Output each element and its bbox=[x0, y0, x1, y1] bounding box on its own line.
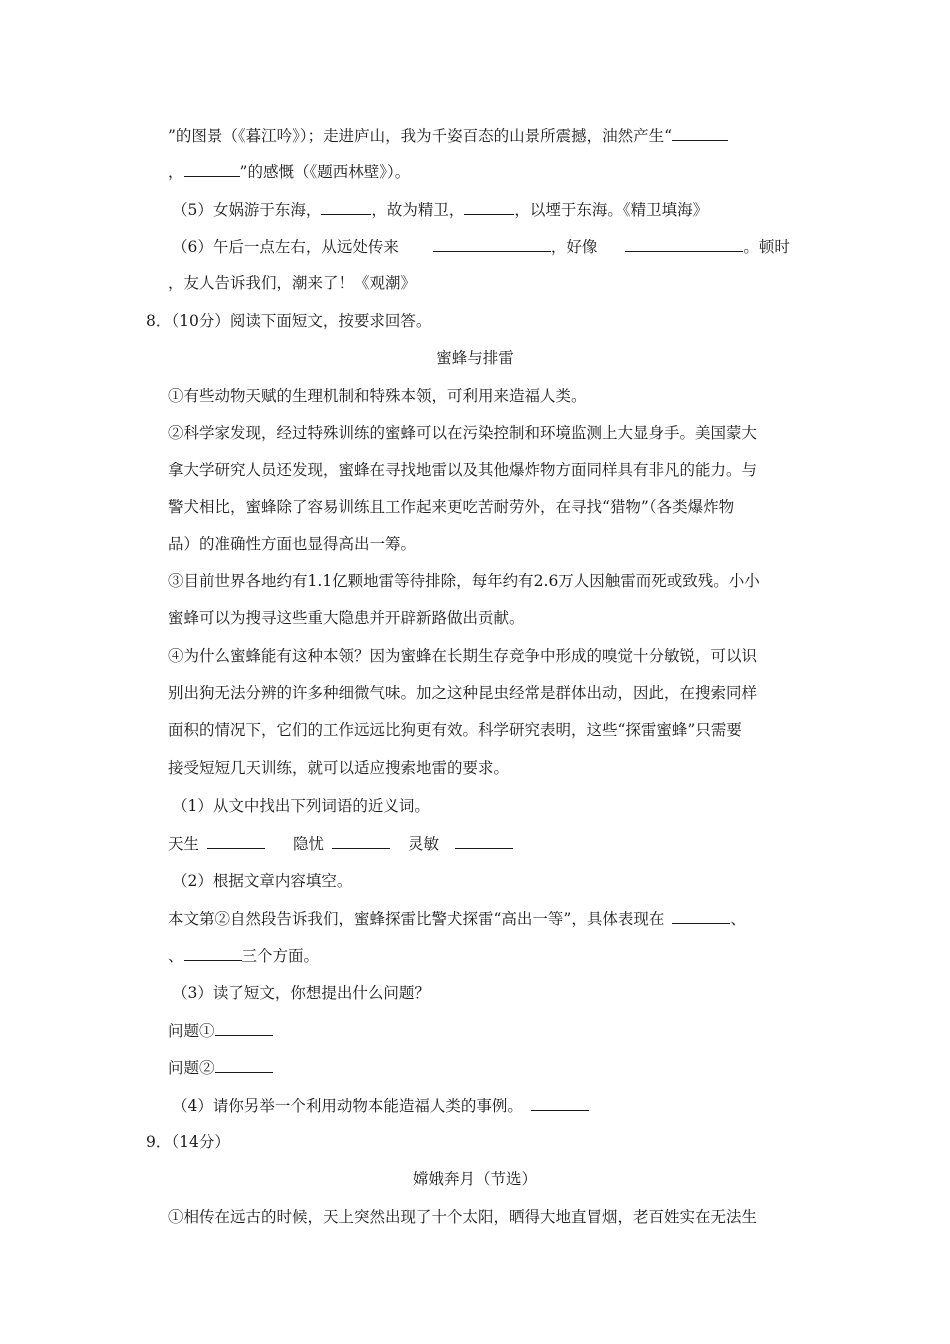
text: ”的感慨（《题西林壁》）。 bbox=[239, 163, 411, 181]
paragraph-2-line: 警犬相比，蜜蜂除了容易训练且工作起来更吃苦耐劳外，在寻找“猎物”（各类爆炸物 bbox=[168, 498, 735, 516]
answer-blank[interactable] bbox=[455, 832, 513, 849]
text: （5）女娲游于东海， bbox=[172, 201, 322, 219]
paragraph-1-q9: ①相传在远古的时候，天上突然出现了十个太阳，晒得大地直冒烟，老百姓实在无法生 bbox=[168, 1208, 758, 1226]
text: 三个方面。 bbox=[241, 947, 320, 965]
text: 本文第②自然段告诉我们，蜜蜂探雷比警犬探雷“高出一等”，具体表现在 bbox=[168, 910, 665, 928]
question-8-header: 8．（10分）阅读下面短文，按要求回答。 bbox=[146, 312, 432, 330]
word: 灵敏 bbox=[408, 835, 440, 853]
paragraph-4-line: ④为什么蜜蜂能有这种本领？因为蜜蜂在长期生存竞争中形成的嗅觉十分敏锐，可以识 bbox=[168, 647, 758, 665]
answer-blank[interactable] bbox=[672, 124, 728, 141]
paragraph-1: ①有些动物天赋的生理机制和特殊本领，可利用来造福人类。 bbox=[168, 387, 587, 405]
text: （4）请你另举一个利用动物本能造福人类的事例。 bbox=[172, 1097, 523, 1115]
paragraph-4-line: 别出狗无法分辨的许多种细微气味。加之这种昆虫经常是群体出动，因此，在搜索同样 bbox=[168, 684, 758, 702]
answer-blank[interactable] bbox=[184, 944, 242, 961]
word: 天生 bbox=[168, 835, 200, 853]
paragraph-3-line: ③目前世界各地约有1.1亿颗地雷等待排除，每年约有2.6万人因触雷而死或致残。小小 bbox=[168, 572, 760, 590]
answer-blank[interactable] bbox=[531, 1094, 589, 1111]
text: 。顿时 bbox=[743, 238, 790, 256]
text: ，故为精卫， bbox=[371, 201, 465, 219]
text: 、 bbox=[730, 910, 746, 928]
text: 、 bbox=[168, 947, 184, 965]
text: （6）午后一点左右，从远处传来 bbox=[172, 238, 399, 256]
answer-blank[interactable] bbox=[207, 832, 265, 849]
answer-blank[interactable] bbox=[433, 235, 551, 252]
paragraph-4-line: 接受短短几天训练，就可以适应搜索地雷的要求。 bbox=[168, 759, 510, 777]
answer-blank[interactable] bbox=[215, 1056, 273, 1073]
sub-question-1: （1）从文中找出下列词语的近义词。 bbox=[172, 797, 430, 815]
paragraph-2-line: ②科学家发现，经过特殊训练的蜜蜂可以在污染控制和环境监测上大显身手。美国蒙大 bbox=[168, 424, 758, 442]
answer-blank[interactable] bbox=[672, 907, 730, 924]
word: 隐忧 bbox=[293, 835, 325, 853]
sub-question-3: （3）读了短文，你想提出什么问题？ bbox=[172, 984, 430, 1002]
text: ，友人告诉我们，潮来了！《观潮》 bbox=[168, 274, 417, 292]
answer-blank[interactable] bbox=[464, 198, 514, 215]
passage-title: 蜜蜂与排雷 bbox=[436, 349, 514, 367]
text: 问题① bbox=[168, 1022, 215, 1040]
text: ”的图景（《暮江吟》）；走进庐山，我为千姿百态的山景所震撼，油然产生“ bbox=[168, 127, 673, 145]
paragraph-4-line: 面积的情况下，它们的工作远远比狗更有效。科学研究表明，这些“探雷蜜蜂”只需要 bbox=[168, 721, 742, 739]
fill-line-2 bbox=[168, 944, 319, 967]
answer-blank[interactable] bbox=[332, 832, 390, 849]
question-5 bbox=[172, 198, 708, 221]
paragraph-2-line: 品）的准确性方面也显得高出一筹。 bbox=[168, 535, 417, 553]
question-6 bbox=[172, 235, 790, 258]
fill-line-1 bbox=[168, 907, 746, 930]
poem-line-1 bbox=[168, 124, 728, 147]
question-9-header: 9．（14分） bbox=[146, 1133, 230, 1151]
text: ， bbox=[168, 163, 184, 181]
paragraph-2-line: 拿大学研究人员还发现，蜜蜂在寻找地雷以及其他爆炸物方面同样具有非凡的能力。与 bbox=[168, 461, 758, 479]
question-b-line bbox=[168, 1056, 273, 1079]
question-6-continued bbox=[168, 272, 416, 294]
paragraph-3-line: 蜜蜂可以为搜寻这些重大隐患并开辟新路做出贡献。 bbox=[168, 609, 525, 627]
synonym-row bbox=[168, 832, 513, 855]
answer-blank[interactable] bbox=[215, 1019, 273, 1036]
question-a-line bbox=[168, 1019, 273, 1042]
text: ，以堙于东海。《精卫填海》 bbox=[514, 201, 709, 219]
poem-line-2 bbox=[168, 160, 410, 183]
answer-blank[interactable] bbox=[625, 235, 743, 252]
answer-blank[interactable] bbox=[184, 160, 240, 177]
answer-blank[interactable] bbox=[321, 198, 371, 215]
sub-question-4 bbox=[172, 1094, 589, 1117]
sub-question-2: （2）根据文章内容填空。 bbox=[172, 872, 353, 890]
text: 问题② bbox=[168, 1059, 215, 1077]
text: ，好像 bbox=[550, 238, 598, 256]
passage-title-2: 嫦娥奔月（节选） bbox=[412, 1170, 537, 1188]
